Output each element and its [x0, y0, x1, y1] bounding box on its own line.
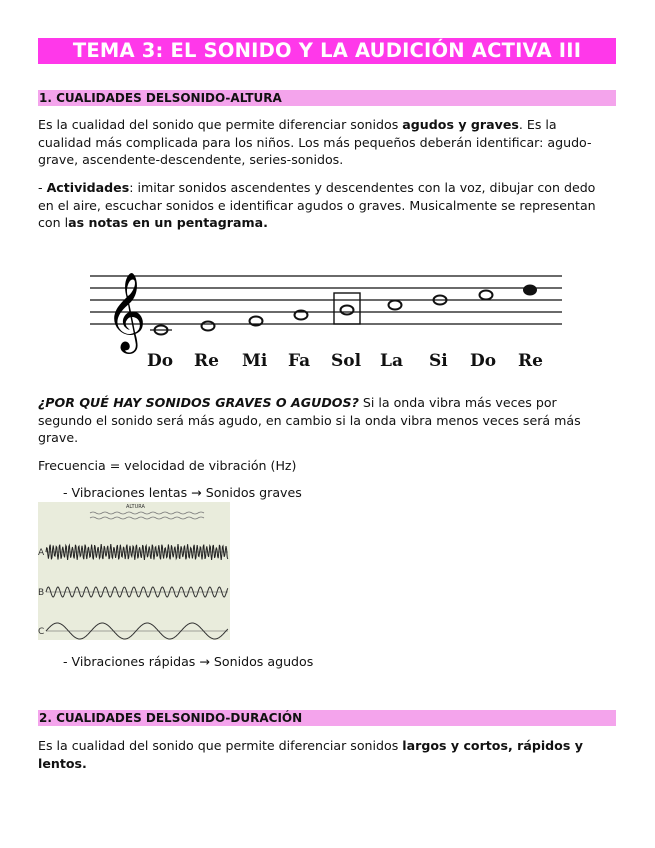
section-2-heading: 2. CUALIDADES DELSONIDO-DURACIÓN: [38, 710, 616, 726]
paragraph-actividades: - Actividades: imitar sonidos ascendentes y descendentes con la voz, dibujar con dedo en el aire, escuchar sonidos e identificar agudos o graves. Musicalmente se representan con las notas en un pentagrama.: [38, 180, 596, 230]
section-1-heading: 1. CUALIDADES DELSONIDO-ALTURA: [38, 90, 616, 106]
waveform-caption-scribble: [90, 512, 204, 519]
frecuencia-definition: Frecuencia = velocidad de vibración (Hz): [38, 458, 297, 473]
note-label: Do: [147, 351, 174, 371]
wave-label: A: [38, 548, 45, 558]
wave-label: B: [38, 588, 45, 598]
staff-lines: [90, 276, 562, 324]
note-sol: [334, 293, 360, 324]
note-do-high: [480, 291, 493, 300]
note-la: [389, 301, 402, 310]
note-label: Sol: [331, 351, 362, 371]
waveforms: [38, 502, 230, 640]
musical-staff: [90, 240, 565, 378]
paragraph-duracion-definition: Es la cualidad del sonido que permite diferenciar sonidos largos y cortos, rápidos y lentos.: [38, 738, 583, 771]
note-label: Do: [470, 351, 497, 371]
note-label: Fa: [288, 351, 311, 371]
note-label: Re: [518, 351, 543, 371]
note-re: [202, 322, 215, 331]
paragraph-altura-definition: Es la cualidad del sonido que permite diferenciar sonidos agudos y graves. Es la cualidad más complicada para los niños. Los más pequeños deberán identificar: agudo-grave, ascendente-descendente, series-sonidos.: [38, 117, 592, 167]
note-re-high: [524, 286, 536, 295]
staff-figure: [90, 240, 565, 378]
waveform-figure: [38, 502, 230, 640]
wave-label: C: [38, 627, 45, 637]
notes: [150, 286, 536, 335]
note-label: Mi: [242, 351, 268, 371]
page-title: TEMA 3: EL SONIDO Y LA AUDICIÓN ACTIVA III: [38, 38, 616, 64]
vibraciones-lentas: - Vibraciones lentas → Sonidos graves: [63, 485, 302, 500]
paragraph-why-graves-agudos: ¿POR QUÉ HAY SONIDOS GRAVES O AGUDOS? Si la onda vibra más veces por segundo el sonido será más agudo, en cambio si la onda vibra menos veces será más grave.: [38, 395, 581, 445]
note-label: Re: [194, 351, 219, 371]
vibraciones-rapidas: - Vibraciones rápidas → Sonidos agudos: [63, 654, 314, 669]
waveform-title: ALTURA: [126, 504, 145, 510]
note-do: [150, 326, 172, 335]
note-label: Si: [429, 351, 448, 371]
treble-clef-icon: 𝄞: [106, 272, 147, 351]
note-label: La: [380, 351, 403, 371]
